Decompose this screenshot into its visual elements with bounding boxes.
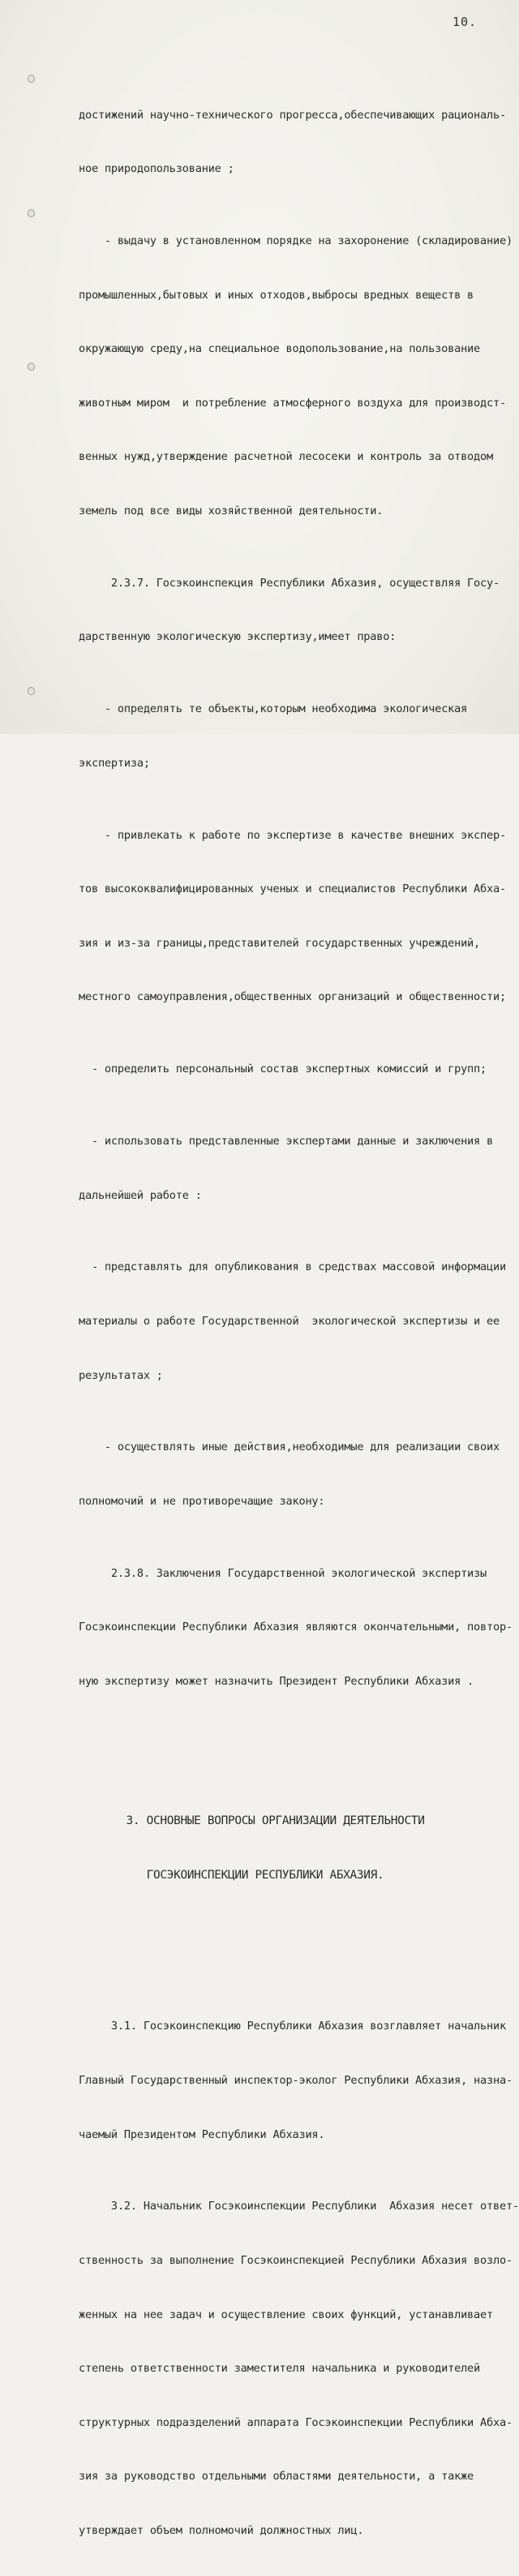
section-spacer [79,1938,517,1946]
section-heading: ГОСЭКОИНСПЕКЦИИ РЕСПУБЛИКИ АБХАЗИЯ. [79,1868,384,1882]
text-line: 3.1. Госэкоинспекцию Республики Абхазия возглавляет начальник [79,2020,506,2033]
section-spacer [79,1745,517,1758]
page-number: 10. [453,15,478,29]
text-line: венных нужд,утверждение расчетной лесосеки и контроль за отводом [79,450,493,464]
text-line: тов высококвалифицированных ученых и специалистов Республики Абха- [79,882,506,896]
text-line: - привлекать к работе по экспертизе в качестве внешних экспер- [79,828,506,842]
text-line: зия и из-за границы,представителей государственных учреждений, [79,936,481,950]
text-line: - определять те объекты,которым необходима экологическая [79,702,468,716]
text-line: промышленных,бытовых и иных отходов,выбросы вредных веществ в [79,288,474,302]
text-line: 2.3.8. Заключения Государственной экологической экспертизы [79,1566,487,1580]
text-line: женных на нее задач и осуществление своих функций, устанавливает [79,2308,493,2321]
text-line: окружающую среду,на специальное водопользование,на пользование [79,342,481,356]
text-line: зия за руководство отдельными областями деятельности, а также [79,2470,474,2484]
document-body [79,52,517,2576]
text-line: ное природопользование ; [79,162,234,176]
text-line: ственность за выполнение Госэкоинспекцией Республики Абхазия возло- [79,2254,513,2268]
text-line: Госэкоинспекции Республики Абхазия являются окончательными, повтор- [79,1621,513,1634]
text-line: дальнейшей работе : [79,1188,202,1202]
text-line: структурных подразделений аппарата Госэкоинспекции Республики Абха- [79,2415,513,2429]
text-line: ную экспертизу может назначить Президент Республики Абхазия . [79,1674,474,1688]
text-line: животным миром и потребление атмосферного воздуха для производст- [79,396,506,410]
text-line: - определить персональный состав экспертных комиссий и групп; [79,1063,487,1076]
text-line: - осуществлять иные действия,необходимые для реализации своих [79,1440,500,1454]
text-line: земель под все виды хозяйственной деятельности. [79,504,384,517]
section-heading: 3. ОСНОВНЫЕ ВОПРОСЫ ОРГАНИЗАЦИИ ДЕЯТЕЛЬНОСТИ [79,1814,425,1828]
text-line: чаемый Президентом Республики Абхазия. [79,2127,325,2141]
text-line: утверждает объем полномочий должностных лиц. [79,2524,364,2538]
text-line: экспертиза; [79,756,150,770]
text-line: - использовать представленные экспертами данные и заключения в [79,1134,493,1148]
text-line: дарственную экологическую экспертизу,имеет право: [79,630,397,644]
text-line: степень ответственности заместителя начальника и руководителей [79,2362,481,2376]
text-line: достижений научно-технического прогресса,обеспечивающих рациональ- [79,108,506,122]
text-line: материалы о работе Государственной экологической экспертизы и ее [79,1314,500,1328]
punch-hole-mark [28,687,35,695]
punch-hole-mark [28,209,35,217]
text-line: результатах ; [79,1368,163,1382]
text-line: - выдачу в установленном порядке на захоронение (складирование) [79,234,513,247]
text-line: полномочий и не противоречащие закону: [79,1494,325,1508]
text-line: - представлять для опубликования в средствах массовой информации [79,1260,506,1274]
punch-hole-mark [28,363,35,371]
punch-hole-mark [28,75,35,83]
text-line: Главный Государственный инспектор-эколог Республики Абхазия, назна- [79,2074,513,2088]
text-line: местного самоуправления,общественных организаций и общественности; [79,990,506,1004]
text-line: 2.3.7. Госэкоинспекция Республики Абхазия, осуществляя Госу- [79,576,500,590]
text-line: 3.2. Начальник Госэкоинспекции Республики Абхазия несет ответ- [79,2200,519,2213]
